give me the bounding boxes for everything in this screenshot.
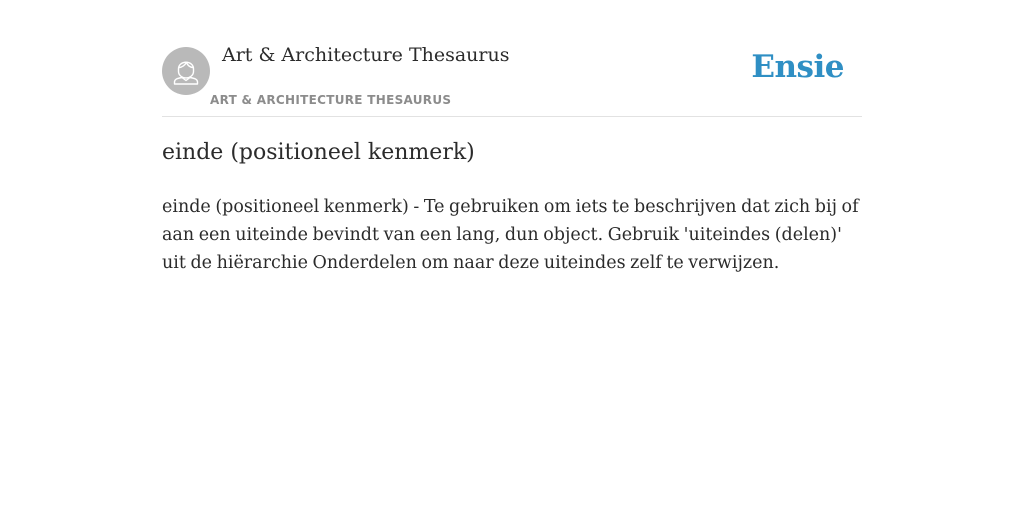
author-subtitle-link[interactable]: ART & ARCHITECTURE THESAURUS [210,93,452,107]
author-name-link[interactable]: Art & Architecture Thesaurus [222,44,510,66]
avatar[interactable] [162,47,210,95]
entry-title: einde (positioneel kenmerk) [162,140,475,165]
entry-definition: einde (positioneel kenmerk) - Te gebruiken om iets te beschrijven dat zich bij of aan een uiteinde bevindt van een lang, dun object. Gebruik 'uiteindes (delen)' uit de hiërarchie Onderdelen om naar deze uiteindes zelf te verwijzen. [162,197,859,273]
header [162,0,862,117]
user-avatar-icon [162,47,210,95]
ensie-logo[interactable]: Ensie [751,49,844,85]
